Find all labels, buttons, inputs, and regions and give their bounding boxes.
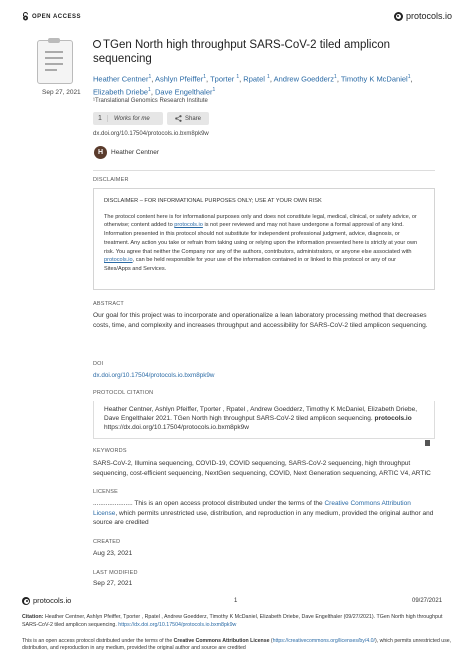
author-affiliation-sup: 1 xyxy=(203,74,207,80)
protocol-document-icon xyxy=(37,40,73,84)
disclaimer-label: DISCLAIMER xyxy=(93,177,129,183)
author-list: Heather Centner$^1$, Ashlyn Pfeiffer$^1$, Tporter $^1$, Rpatel $^1$, Andrew Goedderz$^1$, Timothy K McDaniel$^1$, Elizabeth Driebe$^1$, Dave Engelthaler$^1$ xyxy=(93,74,413,96)
doi-link[interactable]: dx.doi.org/10.17504/protocols.io.bxm8pk9w xyxy=(93,372,215,379)
citation-text: Heather Centner, Ashlyn Pfeiffer, Tporter , Rpatel , Andrew Goedderz, Timothy K McDaniel, Elizabeth Driebe, Dave Engelthaler 2021. TGen North high throughput SARS-CoV-2 tiled amplicon sequencing. xyxy=(104,406,417,422)
protocol-citation-box xyxy=(93,401,435,439)
author-link[interactable]: Andrew Goedderz xyxy=(273,74,335,84)
footer-open-access xyxy=(22,638,462,652)
doi-short[interactable]: dx.doi.org/10.17504/protocols.io.bxm8pk9w xyxy=(93,131,209,137)
author-link[interactable]: Dave Engelthaler xyxy=(154,87,213,96)
abstract-text: Our goal for this project was to incorporate and operationalize a lean laboratory processing method that decreases costs, time, and complexity and increases throughput and accessibility for SARS-CoV-2 tiled amplicon sequencing. xyxy=(93,312,428,329)
footer-citation xyxy=(22,614,454,629)
license-text xyxy=(93,499,435,528)
license-body: This is an open access protocol distributed under the terms of the xyxy=(134,500,325,507)
works-count: 1 xyxy=(93,115,108,122)
cc-url-link[interactable]: https://creativecommons.org/licenses/by/4.0/ xyxy=(272,638,375,644)
footer-brand: protocols.io xyxy=(33,596,72,605)
author-link[interactable]: Elizabeth Driebe xyxy=(93,87,149,96)
author-link[interactable]: Timothy K McDaniel xyxy=(340,74,408,84)
author-link[interactable]: Rpatel xyxy=(243,74,268,84)
citation-source: protocols.io xyxy=(374,415,412,422)
footer-logo xyxy=(22,596,71,605)
author-affiliation-sup: 1 xyxy=(148,86,151,93)
share-label: Share xyxy=(184,115,201,122)
brand-label: protocols.io xyxy=(405,11,452,21)
protocols-io-link[interactable]: protocols.io xyxy=(174,222,203,229)
doi-label: DOI xyxy=(93,361,104,367)
affiliation: ¹Translational Genomics Research Institute xyxy=(93,98,208,104)
author-affiliation-sup: 1 xyxy=(267,74,270,80)
protocols-io-link[interactable]: protocols.io xyxy=(104,257,133,264)
citation-doi-link[interactable]: https://dx.doi.org/10.17504/protocols.io.bxm8pk9w xyxy=(118,621,237,628)
disclaimer-text: The protocol content here is for informational purposes only and does not constitute legal, medical, clinical, or safety advice, or otherwise; content added to xyxy=(104,213,417,229)
open-access-label: OPEN ACCESS xyxy=(32,13,81,20)
works-label: Works for me xyxy=(114,115,150,122)
owner-name[interactable]: Heather Centner xyxy=(111,149,160,156)
open-access-icon xyxy=(22,12,29,21)
author-link[interactable]: Heather Centner xyxy=(93,74,149,84)
author-affiliation-sup: 1 xyxy=(236,74,240,80)
keywords-label: KEYWORDS xyxy=(93,448,127,454)
created-date: Aug 23, 2021 xyxy=(93,550,133,557)
disclaimer-box xyxy=(93,188,435,290)
page-number: 1 xyxy=(234,598,238,604)
last-modified-label: LAST MODIFIED xyxy=(93,570,138,576)
open-access-badge xyxy=(22,12,81,21)
oa-text: ), which permits unrestricted use, distribution, and reproduction in any medium, provided the original author and source are credited xyxy=(22,638,452,651)
license-label: LICENSE xyxy=(93,489,118,495)
citation-url[interactable]: https://dx.doi.org/10.17504/protocols.io.bxm8pk9w xyxy=(104,424,249,431)
last-modified-date: Sep 27, 2021 xyxy=(93,580,133,587)
download-icon[interactable] xyxy=(425,440,430,446)
citation-body: Heather Centner, Ashlyn Pfeiffer, Tporter , Rpatel , Andrew Goedderz, Timothy K McDaniel, Elizabeth Driebe, Dave Engelthaler (09/27/2021). TGen North high throughput SARS-CoV-2 tiled amplicon sequencing. xyxy=(22,614,443,628)
globe-icon xyxy=(93,40,101,48)
protocols-io-icon xyxy=(394,12,403,21)
author-link[interactable]: Ashlyn Pfeiffer xyxy=(155,74,204,84)
author-affiliation-sup: 1 xyxy=(334,74,337,80)
published-date: Sep 27, 2021 xyxy=(42,89,81,96)
share-button[interactable] xyxy=(167,112,209,125)
share-icon xyxy=(175,115,182,122)
footer-date: 09/27/2021 xyxy=(412,598,443,604)
protocols-io-logo[interactable] xyxy=(394,11,452,21)
works-for-me-button[interactable] xyxy=(93,112,163,125)
protocols-io-icon xyxy=(22,597,30,605)
protocol-title-text: TGen North high throughput SARS-CoV-2 tiled amplicon sequencing xyxy=(93,39,391,65)
keywords-text: SARS-CoV-2, Illumina sequencing, COVID-19, COVID sequencing, SARS-CoV-2 sequencing, high throughput sequencing, cost-efficient sequencing, NextGen sequencing, COVID, Next Generation sequencing, ARTIC V4, ARTIC xyxy=(93,460,431,477)
avatar[interactable]: H xyxy=(94,146,107,159)
disclaimer-text: , can be held responsible for your use of the information contained in or linked to this protocol or any of our Sites/Apps and Services. xyxy=(104,257,396,272)
disclaimer-heading: DISCLAIMER – FOR INFORMATIONAL PURPOSES ONLY; USE AT YOUR OWN RISK xyxy=(104,198,322,204)
author-affiliation-sup: 1 xyxy=(212,86,216,93)
license-dots: ...................... xyxy=(93,500,135,507)
abstract-label: ABSTRACT xyxy=(93,301,124,307)
oa-text: This is an open access protocol distributed under the terms of the xyxy=(22,638,174,644)
cc-license-link[interactable]: Creative Commons Attribution License xyxy=(93,500,411,517)
divider xyxy=(93,170,435,171)
author-link[interactable]: Tporter xyxy=(210,74,237,84)
license-body: , which permits unrestricted use, distribution, and reproduction in any medium, provided the original author and source are credited xyxy=(93,509,434,527)
disclaimer-body xyxy=(104,213,424,274)
author-affiliation-sup: 1 xyxy=(148,74,152,80)
oa-text: ( xyxy=(269,638,273,644)
created-label: CREATED xyxy=(93,539,121,545)
protocol-title xyxy=(93,38,423,66)
disclaimer-text: is not peer reviewed and may not have undergone a formal approval of any kind. Information presented in this protocol should not substitute for independent professional judgment, advice, diagnosis, or treatment. Any action you take or refrain from taking using or relying upon the information presented here is strictly at your own risk. You agree that neither the Company nor any of the authors, contributors, administrators, or anyone else associated with xyxy=(104,222,418,255)
citation-label: Citation: xyxy=(22,614,44,620)
oa-license-name: Creative Commons Attribution License xyxy=(173,638,270,644)
protocol-citation-label: PROTOCOL CITATION xyxy=(93,390,154,396)
author-affiliation-sup: 1 xyxy=(407,74,411,80)
